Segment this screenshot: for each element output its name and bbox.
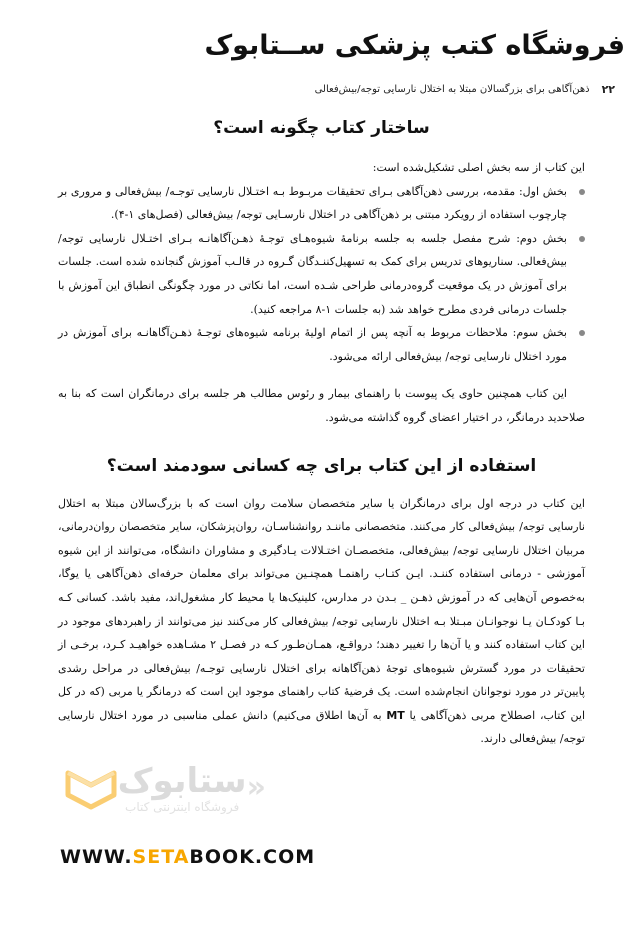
watermark-subtitle: فروشگاه اینترنتی کتاب [125, 799, 240, 814]
section-intro: این کتاب از سه بخش اصلی تشکیل‌شده است: [372, 161, 585, 174]
url-suffix: BOOK.COM [189, 846, 316, 868]
section-heading-audience: استفاده از این کتاب برای چه کسانی سودمند است؟ [106, 455, 537, 476]
audience-paragraph [58, 492, 585, 752]
book-arrow-logo-icon [64, 765, 118, 811]
structure-bullet-list [58, 180, 585, 369]
mt-abbreviation: MT [386, 708, 405, 722]
double-chevron-icon: « [246, 770, 266, 805]
running-head [28, 83, 615, 96]
bullet-dot-icon [579, 189, 585, 195]
bullet-text: بخش سوم: ملاحظات مربوط به آنچه پس از اتمام اولیهٔ برنامه شیوه‌های توجـهٔ ذهـن‌آگاهانـه برای آموزش در مورد اختلال نارسایی توجه/ بیش‌فعالی ارائه می‌شود. [58, 326, 567, 363]
closing-paragraph: این کتاب همچنین حاوی یک پیوست با راهنمای بیمار و رئوس مطالب هر جلسه برای درمانگران است که بنا به صلاحدید درمانگر، در اختیار اعضای گروه گذاشته می‌شود. [58, 387, 585, 424]
audience-text-part1: این کتاب در درجه اول برای درمانگران یا سایر متخصصان سلامت روان است که با بزرگ‌سالان مبتلا به اختلال نارسایی توجه/ بیش‌فعالی کار می‌کنند. متخصصانی ماننـد روانشناسـان، روان‌پزشکان، سایر متخصصان روان‌درمانی، مربیان اختلال نارسایی توجه/ بیش‌فعالی، متخصصـان اختـلالات یـادگیری و مشاوران دانشگاه، می‌توانند از این شیوه آموزشی - درمانی استفاده کننـد. ایـن کتـاب راهنمـا همچنـین می‌تواند برای معلمان حرفه‌ای ذهن‌آگاهی یا یوگا، به‌خصوص آن‌هایی که در آموزش ذهـن _ بـدن در مدارس، کلینیک‌ها یا محیط کار مشغول‌اند، مفید باشد. کسانی کـه بـا کودکـان یـا نوجوانـان مبـتلا بـه اختلال نارسایی توجه/ بیش‌فعالی کار می‌کنند نیز می‌توانند از راهبردهای موجود در این کتاب استفاده کنند و یا آن‌ها را تغییر دهند؛ درواقـع، همـان‌طـور کـه در فصـل ۲ مشـاهده خواهیـد کـرد، برخـی از تحقیقات در مورد گسترش شیوه‌های توجهٔ ذهن‌آگاهانه برای اختلال نارسایی توجـه/ بیش‌فعالی در مراحل رشدی پایین‌تر در مورد نوجوانان انجام‌شده است. یک فرضیهٔ کتاب راهنمای موجود این است که درمانگر یا مربی (که در کل این کتاب، اصطلاح مربی ذهن‌آگاهی یا [58, 496, 586, 722]
bullet-item [58, 180, 585, 227]
section-heading-structure: ساختار کتاب چگونه است؟ [213, 118, 430, 138]
bullet-item [58, 321, 585, 368]
book-title: ذهن‌آگاهی برای بزرگسالان مبتلا به اختلال نارسایی توجه/بیش‌فعالی [314, 84, 590, 95]
watermark-logo [40, 745, 270, 830]
store-title: فروشگاه کتب پزشکی ســتابوک [204, 30, 625, 61]
watermark-text [118, 762, 247, 814]
audience-text-part2: به آن‌ها اطلاق می‌کنیم) دانش عملی مناسبی در مورد اختلال نارسایی توجه/ بیش‌فعالی دارند. [58, 708, 585, 746]
url-accent: SETA [132, 846, 190, 868]
url-prefix: WWW. [60, 846, 133, 868]
bullet-text: بخش اول: مقدمه، بررسی ذهن‌آگاهی بـرای تحقیقات مربـوط بـه اختـلال نارسایی توجـه/ بیش‌فعالی و مروری بر چارچوب استفاده از رویکرد مبتنی بر ذهن‌آگاهی در اختلال نارسـایی توجه/ بیش‌فعالی (فصل‌های ۱-۴). [58, 184, 567, 222]
watermark-brand: ستابوک [117, 760, 247, 801]
page-number: ۲۲ [601, 83, 615, 96]
watermark-url [60, 846, 315, 868]
bullet-text: بخش دوم: شرح مفصل جلسه به جلسه برنامهٔ شیوه‌هـای توجـهٔ ذهـن‌آگاهانـه بـرای اختـلال نارسایی توجه/ بیش‌فعالی. سناریوهای تدریس برای کمک به تسهیل‌کننـدگان گـروه در قالـب آموزش گنجانده شده است. جلسات برای آموزش در یک موقعیت گروه‌درمانی طراحی شـده است، اما نکاتی در مورد چگونگی انطباق این آموزش با جلسات درمانی فردی مطرح خواهد شد (به جلسات ۱-۸ مراجعه کنید). [58, 231, 567, 316]
bullet-item [58, 227, 585, 321]
bullet-dot-icon [579, 330, 585, 336]
bullet-dot-icon [579, 236, 585, 242]
page-content [58, 118, 585, 751]
